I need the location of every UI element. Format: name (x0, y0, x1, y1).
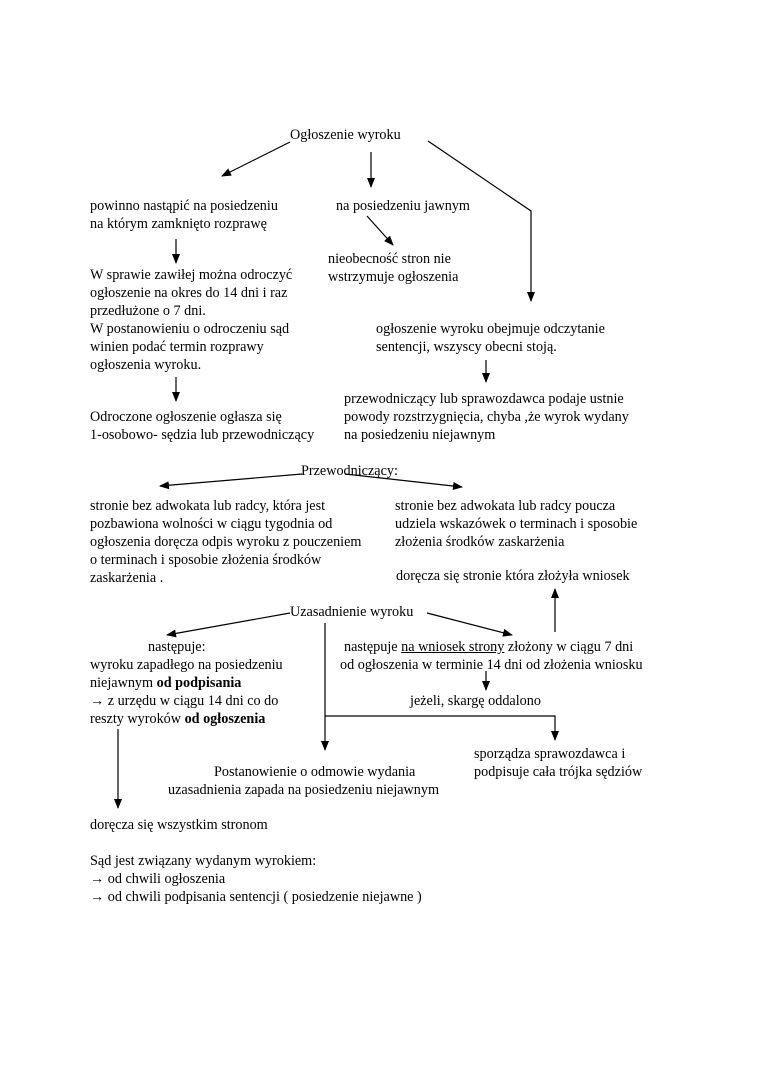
text-plain: złożony w ciągu 7 dni (504, 639, 634, 655)
left-branch-result (90, 408, 314, 444)
text-line: powody rozstrzygnięcia, chyba ,że wyrok wydany (344, 409, 629, 425)
text-line: na którym zamknięto rozprawę (90, 216, 267, 232)
text-line: wyroku zapadłego na posiedzeniu (90, 657, 283, 673)
text-line (90, 710, 283, 728)
arrow-just-to-left (167, 613, 290, 635)
text-line: złożenia środków zaskarżenia (395, 534, 565, 550)
left-branch-intro (90, 197, 278, 233)
text-line: Postanowienie o odmowie wydania (214, 764, 416, 780)
text-line: → z urzędu w ciągu 14 dni co do (90, 693, 279, 709)
text-line: → od chwili ogłoszenia (90, 871, 226, 887)
text-line: następuje: (148, 639, 206, 655)
justification-dismissed: jeżeli, skargę oddalono (410, 693, 541, 709)
text-line: sentencji, wszyscy obecni stoją. (376, 339, 557, 355)
text-line: Odroczone ogłoszenie ogłasza się (90, 409, 282, 425)
text-line: pozbawiona wolności w ciągu tygodnia od (90, 516, 333, 532)
justification-left (90, 638, 283, 728)
text-line: na posiedzeniu niejawnym (344, 427, 496, 443)
arrow-branch-to-prepared (325, 716, 555, 740)
text-line: wstrzymuje ogłoszenia (328, 269, 459, 285)
text-line (344, 638, 633, 656)
heading-ogloszenie-wyroku: Ogłoszenie wyroku (290, 127, 401, 143)
text-line: przewodniczący lub sprawozdawca podaje ustnie (344, 391, 624, 407)
text-line: podpisuje cała trójka sędziów (474, 764, 643, 780)
text-line: ogłoszenie wyroku obejmuje odczytanie (376, 321, 605, 337)
text-line: ogłoszenie na okres do 14 dni i raz (90, 285, 288, 301)
mid-branch-public: na posiedzeniu jawnym (336, 198, 470, 214)
text-line: sporządza sprawozdawca i (474, 746, 626, 762)
arrow-just-to-right (427, 613, 512, 635)
arrow-chair-to-left (160, 474, 302, 486)
text-line: W postanowieniu o odroczeniu sąd (90, 321, 290, 337)
text-line: W sprawie zawiłej można odroczyć (90, 267, 293, 283)
chair-deliver: doręcza się stronie która złożyła wniosek (396, 568, 630, 584)
text-bold: od ogłoszenia (184, 711, 266, 727)
text-line: → od chwili podpisania sentencji ( posiedzenie niejawne ) (90, 889, 422, 905)
justification-title: Uzasadnienie wyroku (290, 604, 414, 620)
text-line: winien podać termin rozprawy (90, 339, 264, 355)
text-bold: od podpisania (156, 675, 242, 691)
text-line (90, 674, 283, 692)
justification-request (344, 638, 633, 656)
text-line: ogłoszenia doręcza odpis wyroku z pouczeniem (90, 534, 362, 550)
chair-left-text (90, 497, 361, 587)
chair-right-text (395, 497, 637, 551)
text-line: przedłużone o 7 dni. (90, 303, 206, 319)
text-line: stronie bez adwokata lub radcy, która jest (90, 498, 326, 514)
text-line: powinno nastąpić na posiedzeniu (90, 198, 278, 214)
text-plain: niejawnym (90, 675, 157, 691)
text-line: nieobecność stron nie (328, 251, 451, 267)
text-line: udziela wskazówek o terminach i sposobie (395, 516, 638, 532)
justification-deliver-all: doręcza się wszystkim stronom (90, 817, 268, 833)
text-plain: reszty wyroków (90, 711, 185, 727)
text-line: Sąd jest związany wydanym wyrokiem: (90, 853, 317, 869)
text-line: 1-osobowo- sędzia lub przewodniczący (90, 427, 315, 443)
binding-section (90, 852, 422, 906)
right-branch-reading (376, 320, 605, 356)
left-branch-postpone (90, 266, 292, 374)
justification-refusal (168, 763, 439, 799)
arrow-public-to-absence (367, 216, 393, 245)
right-branch-reasons (344, 390, 629, 444)
text-line: ogłoszenia wyroku. (90, 357, 202, 373)
chair-title: Przewodniczący: (301, 463, 398, 479)
text-line: zaskarżenia . (90, 570, 164, 586)
text-line: o terminach i sposobie złożenia środków (90, 552, 322, 568)
text-plain: następuje (344, 639, 402, 655)
justification-prepared (474, 745, 642, 781)
arrow-heading-to-left (222, 142, 290, 176)
text-line: uzasadnienia zapada na posiedzeniu niejawnym (168, 782, 440, 798)
text-line: stronie bez adwokata lub radcy poucza (395, 498, 616, 514)
text-underlined: na wniosek strony (401, 639, 505, 655)
mid-branch-absence (328, 250, 458, 286)
justification-request-deadline: od ogłoszenia w terminie 14 dni od złożenia wniosku (340, 657, 643, 673)
